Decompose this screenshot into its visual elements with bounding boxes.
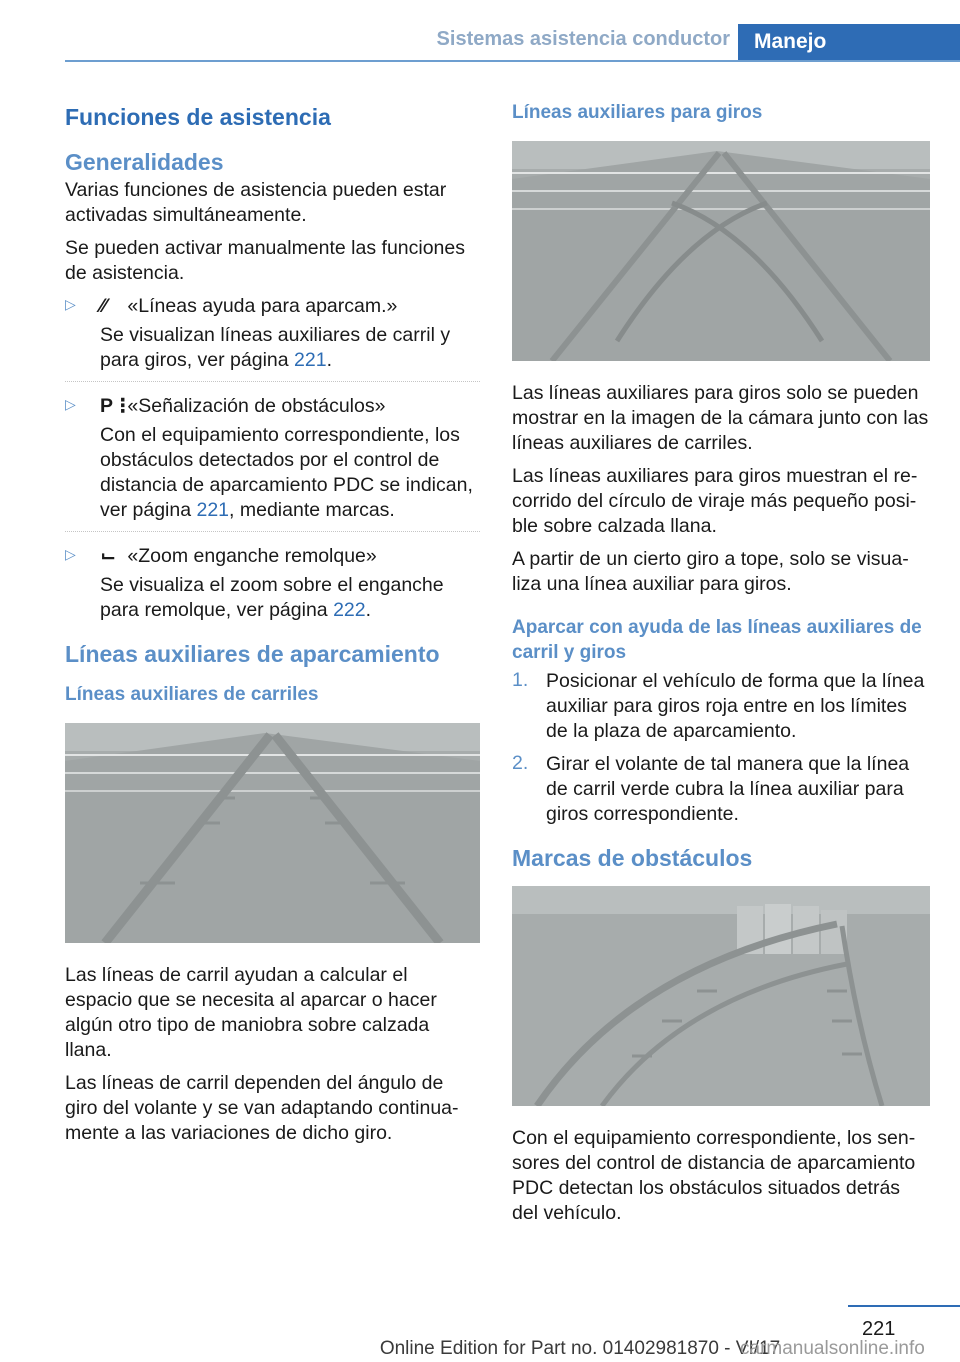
- step-number: 1.: [512, 669, 529, 691]
- triangle-bullet-icon: ▷: [65, 296, 76, 312]
- paragraph: Las líneas auxiliares para giros solo se pueden mostrar en la imagen de la cámara junto con las líneas auxiliares de carriles.: [512, 382, 929, 454]
- bullet-text-tail: .: [326, 349, 332, 371]
- paragraph: Se pueden activar manualmente las funciones de asistencia.: [65, 237, 465, 284]
- page-link[interactable]: 222: [333, 599, 366, 621]
- subheading-lineas-aparcamiento: Líneas auxiliares de aparcamiento: [65, 641, 440, 667]
- bullet-text-tail: , mediante marcas.: [229, 499, 395, 521]
- bullet-text: Con el equipamiento correspondiente, los obstáculos detectados por el control de distancia de aparcamiento PDC se indican, ver página: [100, 424, 473, 521]
- page-number: 221: [862, 1318, 896, 1340]
- numbered-step: [512, 752, 930, 827]
- step-text: Girar el volante de tal manera que la línea de carril verde cubra la línea auxiliar para giros correspondiente.: [546, 753, 910, 825]
- function-label: «Líneas ayuda para aparcam.»: [127, 295, 398, 317]
- list-item: [65, 394, 480, 523]
- list-item: [65, 544, 480, 623]
- left-column: [65, 100, 480, 1154]
- paragraph: Las líneas auxiliares para giros muestran el re-corrido del círculo de viraje más pequeño posi-ble sobre calzada llana.: [512, 465, 918, 537]
- subheading-generalidades: Generalidades: [65, 149, 224, 175]
- edition-footer: Online Edition for Part no. 01402981870 - VI/17: [379, 1338, 781, 1359]
- step-text: Posicionar el vehículo de forma que la línea auxiliar para giros roja entre en los límites de la plaza de aparcamiento.: [546, 670, 925, 742]
- header-chapter-tab[interactable]: [738, 24, 960, 62]
- bullet-text: Se visualizan líneas auxiliares de carril y para giros, ver página: [100, 324, 451, 371]
- paragraph: A partir de un cierto giro a tope, solo se visua-liza una línea auxiliar para giros.: [512, 548, 909, 595]
- page-link[interactable]: 221: [294, 349, 327, 371]
- subheading-marcas-obstaculos: Marcas de obstáculos: [512, 845, 753, 871]
- triangle-bullet-icon: ▷: [65, 546, 76, 562]
- header-section-title: Sistemas asistencia conductor: [436, 28, 730, 50]
- page-link[interactable]: 221: [196, 499, 230, 521]
- paragraph: Varias funciones de asistencia pueden estar activadas simultáneamente.: [65, 179, 447, 226]
- obstacle-marking-icon: P⋮: [100, 395, 133, 417]
- paragraph: Con el equipamiento correspondiente, los sen-sores del control de distancia de aparcamiento PDC detectan los obstáculos situados detrás del vehículo.: [512, 1127, 916, 1224]
- list-item: [65, 294, 480, 373]
- parking-lines-icon: ⁄⁄: [100, 295, 107, 317]
- triangle-bullet-icon: ▷: [65, 396, 76, 412]
- obstacle-marks-image: [512, 886, 930, 1106]
- watermark: carmanualsonline.info: [740, 1338, 925, 1359]
- lane-lines-image: [65, 723, 480, 943]
- bullet-text: Se visualiza el zoom sobre el enganche para remolque, ver página: [100, 574, 444, 621]
- section-title: Funciones de asistencia: [65, 104, 331, 130]
- numbered-step: [512, 669, 930, 744]
- paragraph: Las líneas de carril ayudan a calcular el espacio que se necesita al aparcar o hacer algún otro tipo de maniobra sobre calzada llana.: [65, 964, 437, 1061]
- divider: [65, 531, 480, 532]
- step-number: 2.: [512, 752, 529, 774]
- subheading-lineas-giros: Líneas auxiliares para giros: [512, 102, 763, 123]
- footer-rule: [848, 1305, 960, 1307]
- trailer-hitch-icon: ⌙: [100, 545, 117, 567]
- right-column: [512, 100, 930, 1234]
- paragraph: Las líneas de carril dependen del ángulo de giro del volante y se van adaptando continua-mente a las variaciones de dicho giro.: [65, 1072, 459, 1144]
- header-rule: [65, 60, 960, 62]
- turning-lines-image: [512, 141, 930, 361]
- function-label: «Señalización de obstáculos»: [127, 395, 386, 417]
- header-tab-label: Manejo: [754, 30, 827, 53]
- function-label: «Zoom enganche remolque»: [127, 545, 377, 567]
- bullet-text-tail: .: [365, 599, 372, 621]
- subheading-aparcar-ayuda: Aparcar con ayuda de las líneas auxiliares de carril y giros: [512, 617, 922, 663]
- subheading-lineas-carriles: Líneas auxiliares de carriles: [65, 684, 319, 705]
- divider: [65, 381, 480, 382]
